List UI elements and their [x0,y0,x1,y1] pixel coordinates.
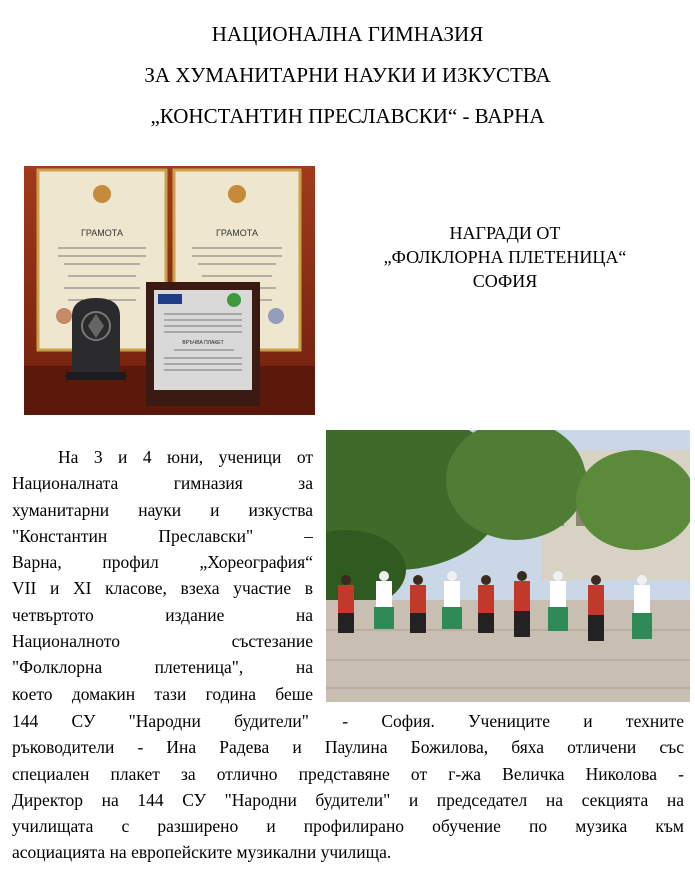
awards-line-1: НАГРАДИ ОТ [449,223,561,243]
article-line: Варна, профил „Хореография“ [12,552,313,573]
article-line: На 3 и 4 юни, ученици от [58,447,313,467]
awards-caption [318,221,692,293]
article-line: 144 СУ "Народни будители" - София. Учениците и техните [12,711,684,731]
header-line-1: НАЦИОНАЛНА ГИМНАЗИЯ [211,22,484,46]
page-header [0,14,695,137]
awards-line-3: СОФИЯ [472,271,538,291]
header-line-3: „КОНСТАНТИН ПРЕСЛАВСКИ“ - ВАРНА [150,104,545,128]
right-certificate-title: ГРАМОТА [216,228,258,238]
article-line: Националното състезание [12,631,313,652]
article-text-top [12,444,313,707]
article-line: четвъртото издание на [12,604,313,625]
article-line: "Фолклорна плетеница", на [12,657,313,678]
article-line: "Константин Преславски" – [12,525,313,546]
awards-line-2: „ФОЛКЛОРНА ПЛЕТЕНИЦА“ [383,247,627,267]
article-line: Националната гимназия за [12,473,313,494]
article-line: което домакин тази година беше [12,683,313,704]
article-line: VII и XI класове, взеха участие в [12,578,313,599]
article-line: хуманитарни науки и изкуства [12,499,313,520]
plaque-title: ВРЪЧВА ПЛАКЕТ [182,340,224,346]
article-text-bottom [12,708,684,866]
awards-photo [24,166,315,415]
article-line: Директор на 144 СУ "Народни будители" и председател на секцията на [12,789,684,810]
article-line: асоциацията на европейските музикални училища. [12,842,392,863]
header-line-2: ЗА ХУМАНИТАРНИ НАУКИ И ИЗКУСТВА [144,63,551,87]
left-certificate-title: ГРАМОТА [81,228,123,238]
article-line: специален плакет за отлично представяне от г-жа Величка Николова - [12,763,684,784]
article-line: ръководители - Ина Радева и Паулина Божилова, бяха отличени със [12,737,684,758]
article-line: училищата с разширено и профилирано обучение по музика към [12,816,684,837]
dancers-photo [326,430,690,702]
